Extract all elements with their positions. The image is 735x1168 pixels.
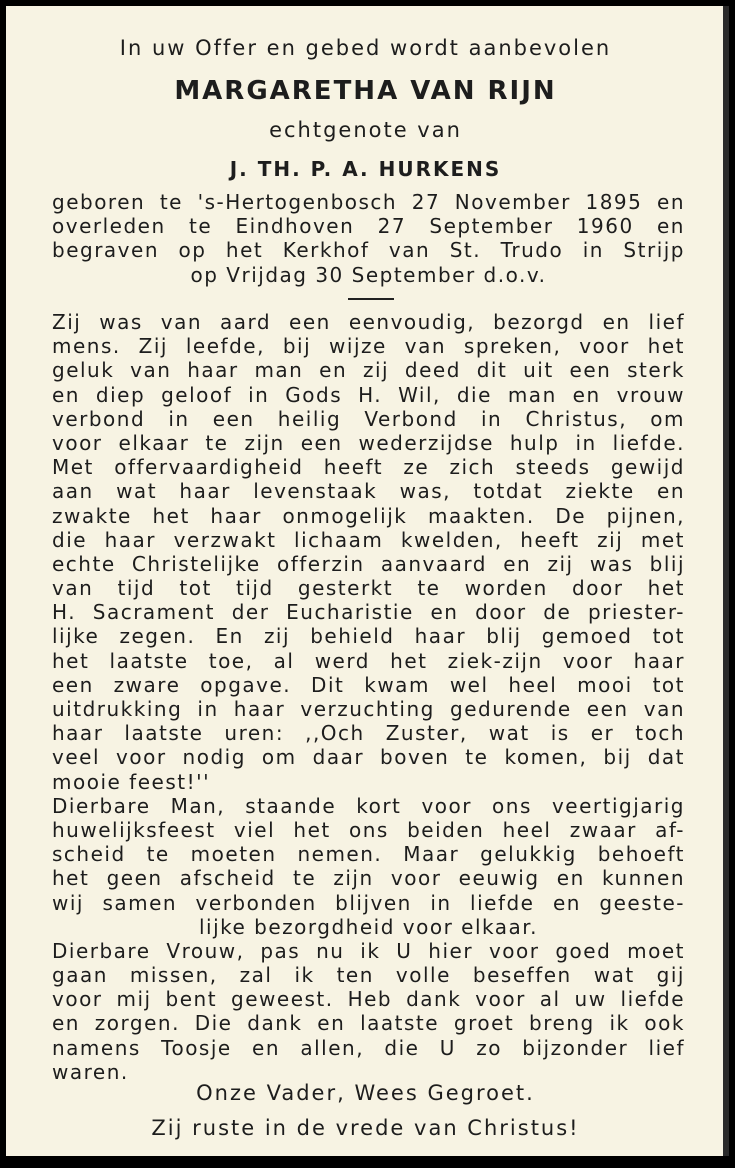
body-line: Dierbare Man, staande kort voor ons veertigjarig — [52, 793, 685, 818]
body-line: voor mij bent geweest. Heb dank voor al uw liefde — [52, 987, 685, 1012]
body-line: H. Sacrament der Eucharistie en door de priester- — [52, 600, 685, 625]
body-line: verbond in een heilig Verbond in Christus, om — [52, 406, 685, 431]
spouse-name: J. TH. P. A. HURKENS — [229, 157, 502, 181]
body-line: en zorgen. Die dank en laatste groet breng ik ook — [52, 1011, 685, 1036]
closing-blessing: Zij ruste in de vrede van Christus! — [151, 1116, 580, 1140]
body-line: die haar verzwakt lichaam kwelden, heeft zij met — [52, 527, 685, 552]
body-line: voor elkaar te zijn een wederzijdse hulp in liefde. — [52, 430, 685, 455]
body-line: namens Toosje en allen, die U zo bijzonder lief — [52, 1035, 685, 1060]
body-line: lijke bezorgdheid voor elkaar. — [198, 914, 539, 939]
body-line: Zij was van aard een eenvoudig, bezorgd en lief — [52, 310, 685, 334]
body-line: een zware opgave. Dit kwam wel heel mooi tot — [52, 672, 685, 697]
life-dates-block — [52, 190, 685, 287]
body-line: echte Christelijke offerzin aanvaard en zij was blij — [52, 551, 685, 576]
body-line: uitdrukking in haar verzuchting gedurende een van — [52, 697, 685, 721]
body-line: aan wat haar levenstaak was, totdat ziekte en — [52, 479, 685, 504]
spouse-label: echtgenote van — [269, 118, 462, 142]
body-line: scheid te moeten nemen. Maar gelukkig behoeft — [52, 842, 685, 867]
body-line: zwakte het haar onmogelijk maakten. De pijnen, — [52, 503, 685, 528]
body-line: Met offervaardigheid heeft ze zich steeds gewijd — [52, 455, 685, 480]
body-line: geluk van haar man en zij deed dit uit een sterk — [52, 358, 685, 383]
body-line: lijke zegen. En zij behield haar blij gemoed tot — [52, 624, 685, 649]
life-line: begraven op het Kerkhof van St. Trudo in Strijp — [52, 238, 685, 263]
body-line: en diep geloof in Gods H. Wil, die man en vrouw — [52, 382, 685, 407]
life-line: geboren te 's-Hertogenbosch 27 November 1895 en — [52, 190, 685, 214]
divider — [348, 298, 394, 300]
body-line: mens. Zij leefde, bij wijze van spreken, voor het — [52, 334, 685, 359]
closing-prayer: Onze Vader, Wees Gegroet. — [196, 1081, 535, 1105]
body-line: waren. — [52, 1059, 129, 1084]
life-line: op Vrijdag 30 September d.o.v. — [190, 262, 547, 287]
body-line: huwelijksfeest viel het ons beiden heel zwaar af- — [52, 817, 685, 842]
body-line: van tijd tot tijd gesterkt te worden door het — [52, 576, 685, 601]
body-line: wij samen verbonden blijven in liefde en geeste- — [52, 890, 685, 915]
body-line: het laatste toe, al werd het ziek-zijn voor haar — [52, 648, 685, 673]
body-line: gaan missen, zal ik ten volle beseffen wat gij — [52, 963, 685, 988]
body-line: haar laatste uren: ,,Och Zuster, wat is er toch — [52, 721, 685, 746]
tribute-body — [52, 310, 685, 1084]
life-line: overleden te Eindhoven 27 September 1960 en — [52, 214, 685, 239]
body-line: Dierbare Vrouw, pas nu ik U hier voor goed moet — [52, 938, 685, 963]
body-line: het geen afscheid te zijn voor eeuwig en kunnen — [52, 866, 685, 891]
body-line: veel voor nodig om daar boven te komen, bij dat — [52, 745, 685, 770]
deceased-name: MARGARETHA VAN RIJN — [174, 76, 557, 106]
body-line: mooie feest!'' — [52, 769, 211, 794]
recommendation-header: In uw Offer en gebed wordt aanbevolen — [119, 36, 612, 60]
memorial-card — [6, 6, 725, 1156]
